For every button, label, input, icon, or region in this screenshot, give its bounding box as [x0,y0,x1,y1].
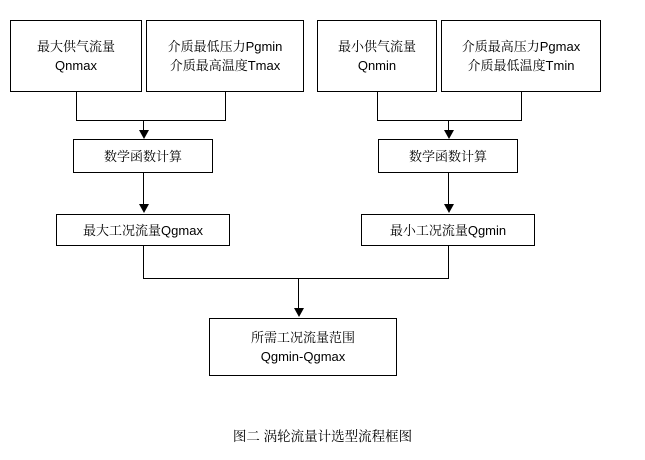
connector-calcleft-to-maxflow [143,173,144,204]
node-medium-max-pressure-line1: 介质最高压力Pgmax [461,39,581,54]
node-math-calc-left-label: 数学函数计算 [103,148,182,164]
connector-maxflow-drop [143,246,144,278]
node-max-working-flow-label: 最大工况流量Qgmax [83,222,203,238]
node-medium-min-pressure [146,20,304,92]
node-max-supply-flow [10,20,142,92]
connector-left-b-drop [225,92,226,120]
node-required-range-line2: Qgmin-Qgmax [260,349,346,364]
arrow-calcright-to-minflow [444,204,454,213]
node-max-working-flow [56,214,230,246]
node-max-supply-flow-line1: 最大供气流量 [36,39,115,54]
arrow-calcleft-to-maxflow [139,204,149,213]
node-required-range-line1: 所需工况流量范围 [250,330,355,345]
connector-right-join [377,120,522,121]
node-min-working-flow-label: 最小工况流量Qgmin [389,222,507,238]
figure-caption: 图二 涡轮流量计选型流程框图 [232,429,413,444]
node-medium-max-pressure-line2: 介质最低温度Tmin [467,58,575,73]
arrow-right-into-calc [444,130,454,139]
arrow-into-required-range [294,308,304,317]
node-min-supply-flow-line2: Qnmin [357,58,397,73]
node-medium-min-pressure-line1: 介质最低压力Pgmin [167,39,283,54]
connector-calcright-to-minflow [448,173,449,204]
node-math-calc-right [378,139,518,173]
connector-minflow-drop [448,246,449,278]
arrow-left-into-calc [139,130,149,139]
node-medium-max-pressure [441,20,601,92]
node-math-calc-left [73,139,213,173]
node-max-supply-flow-line2: Qnmax [55,58,97,73]
connector-left-a-drop [76,92,77,120]
connector-right-b-drop [521,92,522,120]
connector-into-required-range [298,278,299,309]
node-math-calc-right-label: 数学函数计算 [408,148,487,164]
node-required-range [209,318,397,376]
connector-right-a-drop [377,92,378,120]
node-min-working-flow [361,214,535,246]
connector-left-join [76,120,226,121]
connector-bottom-join [143,278,449,279]
node-medium-min-pressure-line2: 介质最高温度Tmax [169,58,281,73]
node-min-supply-flow [317,20,437,92]
node-min-supply-flow-line1: 最小供气流量 [337,39,416,54]
